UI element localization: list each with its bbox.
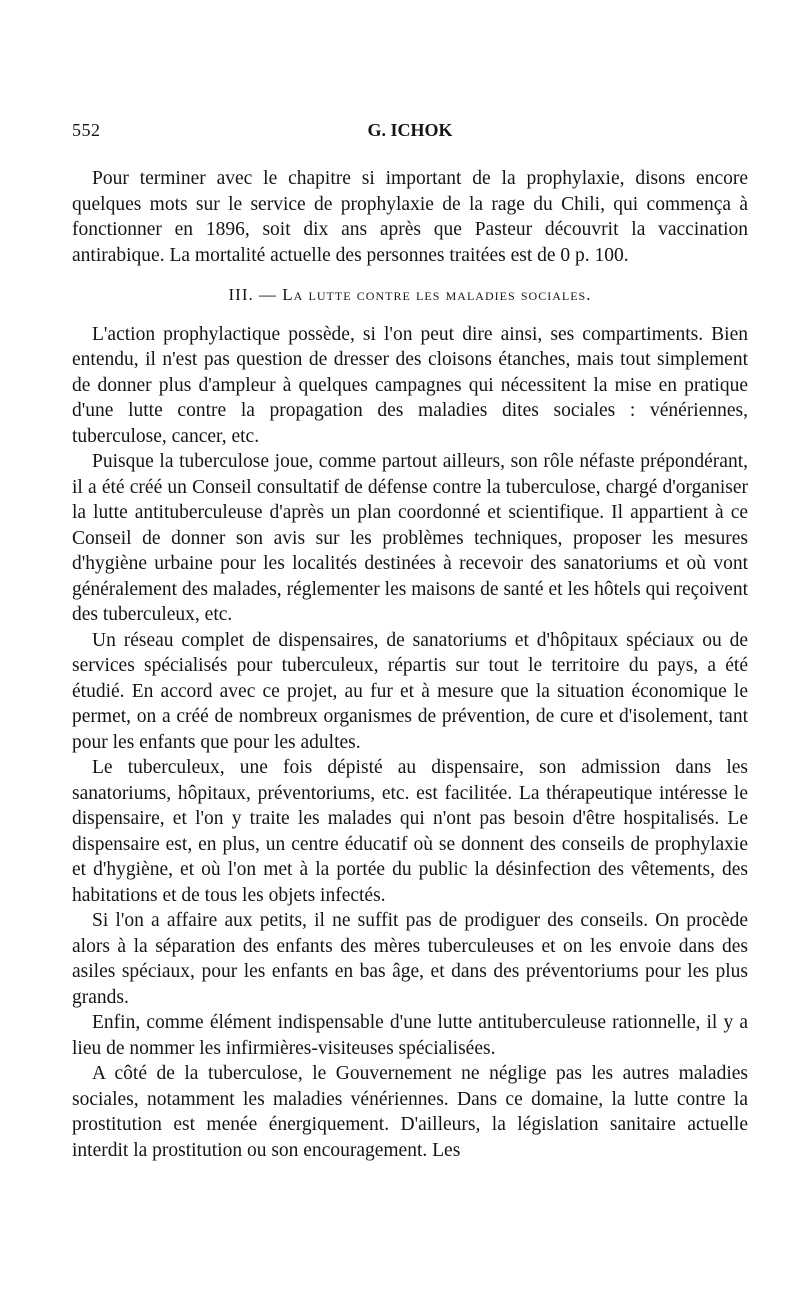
paragraph-nurses: Enfin, comme élément indispensable d'une lutte antituberculeuse rationnelle, il y a lieu de nommer les infirmières-visiteuses spécialisées. [72,1012,748,1059]
running-head-author: G. ICHOK [367,120,453,140]
page-number: 552 [72,120,101,140]
paragraph-children: Si l'on a affaire aux petits, il ne suffit pas de prodiguer des conseils. On procède alors à la séparation des enfants des mères tuberculeuses et on les envoie dans des asiles spéciaux, pour les enfants en bas âge, et dans des préventoriums pour les plus grands. [72,910,748,1008]
intro-paragraph: Pour terminer avec le chapitre si important de la prophylaxie, disons encore quelques mots sur le service de prophylaxie de la rage du Chili, qui commença à fonctionner en 1896, soit dix ans après que Pasteur découvrit la vaccination antirabique. La mortalité actuelle des personnes traitées est de 0 p. 100. [72,168,748,266]
body-text [72,166,748,1163]
paragraph-venereal-diseases: A côté de la tuberculose, le Gouvernement ne néglige pas les autres maladies sociales, notamment les maladies vénériennes. Dans ce domaine, la lutte contre la prostitution est menée énergiquement. D'ailleurs, la législation sanitaire actuelle interdit la prostitution ou son encouragement. Les [72,1063,748,1161]
paragraph-dispensary-network: Un réseau complet de dispensaires, de sanatoriums et d'hôpitaux spéciaux ou de services spécialisés pour tuberculeux, répartis sur tout le territoire du pays, a été étudié. En accord avec ce projet, au fur et à mesure que la situation économique le permet, on a créé de nombreux organismes de prévention, de cure et d'isolement, tant pour les enfants que pour les adultes. [72,629,748,753]
section-heading: III. — La lutte contre les maladies sociales. [228,285,592,304]
running-head [72,120,748,142]
paragraph-tuberculosis-council: Puisque la tuberculose joue, comme partout ailleurs, son rôle néfaste prépondérant, il a été créé un Conseil consultatif de défense contre la tuberculose, chargé d'organiser la lutte antituberculeuse d'après un plan coordonné et scientifique. Il appartient à ce Conseil de donner son avis sur les problèmes techniques, proposer les mesures d'hygiène urbaine pour les localités destinées à recevoir des sanatoriums et où vont généralement des malades, réglementer les maisons de santé et les hôtels qui reçoivent des tuberculeux, etc. [72,451,748,625]
paragraph-compartments: L'action prophylactique possède, si l'on peut dire ainsi, ses compartiments. Bien entendu, il n'est pas question de dresser des cloisons étanches, mais tout simplement de donner plus d'ampleur à quelques campagnes qui nécessitent la mise en pratique d'une lutte contre la propagation des maladies dites sociales : vénériennes, tuberculose, cancer, etc. [72,323,748,447]
paragraph-dispensary-role: Le tuberculeux, une fois dépisté au dispensaire, son admission dans les sanatoriums, hôpitaux, préventoriums, etc. est facilitée. La thérapeutique intéresse le dispensaire, et l'on y traite les malades qui n'ont pas besoin d'être hospitalisés. Le dispensaire est, en plus, un centre éducatif où se donnent des conseils de prophylaxie et d'hygiène, et où l'on met à la portée du public la désinfection des vêtements, des habitations et de tous les objets infectés. [72,757,748,906]
